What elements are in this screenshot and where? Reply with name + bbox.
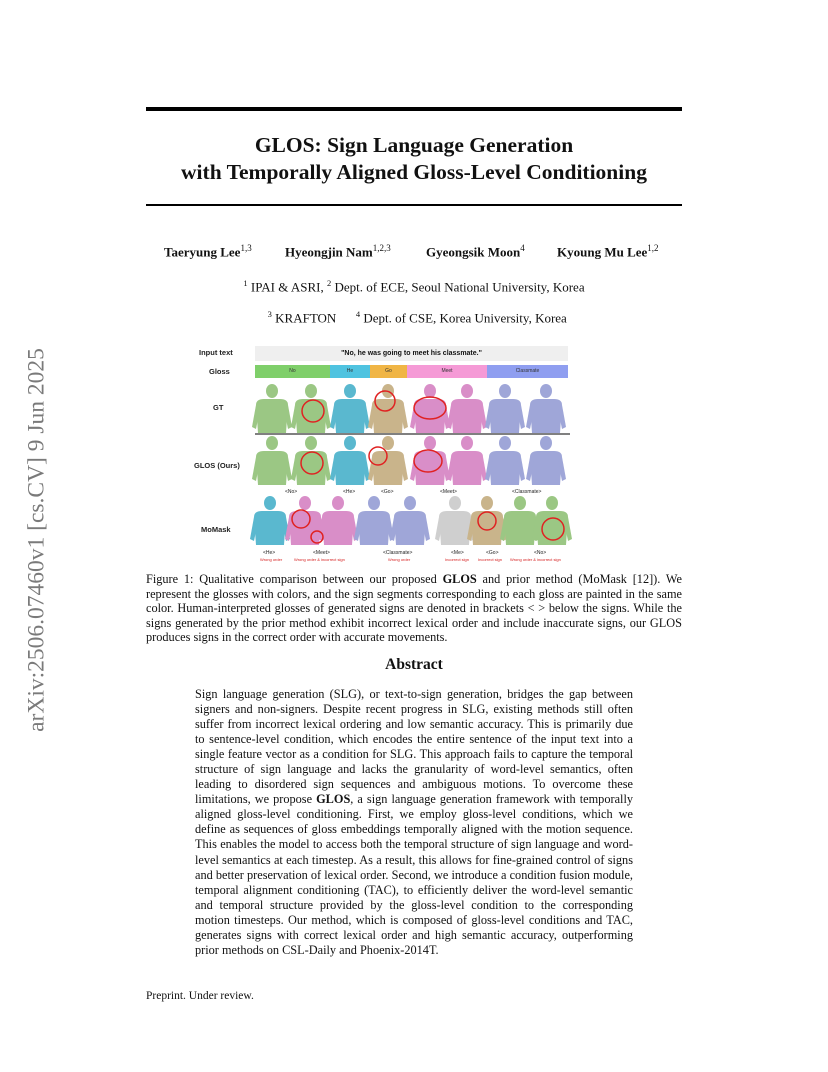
author-3 xyxy=(426,243,525,260)
row-label-glos: GLOS (Ours) xyxy=(194,461,240,470)
momask-tag: <No> xyxy=(534,550,547,556)
caption-prefix: Figure 1: Qualitative comparison between our proposed xyxy=(146,572,443,586)
affil-mark: 2 xyxy=(327,278,332,288)
row-label-momask: MoMask xyxy=(201,525,231,534)
title-line-2: with Temporally Aligned Gloss-Level Conditioning xyxy=(181,160,647,184)
gloss-no: No xyxy=(255,365,330,378)
input-text: "No, he was going to meet his classmate." xyxy=(341,350,482,357)
row-label-input: Input text xyxy=(199,348,233,357)
affil-text: IPAI & ASRI, xyxy=(247,279,328,295)
momask-avatars xyxy=(250,496,572,545)
author-name: Kyoung Mu Lee xyxy=(557,244,648,260)
glos-tag: <Go> xyxy=(381,489,394,495)
title-bottom-rule xyxy=(146,204,682,206)
arxiv-stamp xyxy=(22,310,52,770)
momask-note: Incorrect sign xyxy=(478,557,503,562)
momask-tag: <Me> xyxy=(451,550,464,556)
title-line-1: GLOS: Sign Language Generation xyxy=(254,133,574,157)
author-name: Hyeongjin Nam xyxy=(285,244,373,260)
abstract-heading: Abstract xyxy=(385,656,443,673)
input-text-box xyxy=(255,346,568,361)
row-label-gloss: Gloss xyxy=(209,367,230,376)
momask-tag: <He> xyxy=(263,550,276,556)
momask-tag: <Go> xyxy=(486,550,499,556)
momask-tag: <Meet> xyxy=(313,550,330,556)
author-name: Gyeongsik Moon xyxy=(426,244,521,260)
glos-avatars xyxy=(252,436,566,485)
gloss-go: Go xyxy=(370,365,407,378)
affil-mark: 4 xyxy=(355,309,361,319)
momask-note: Wrong order xyxy=(260,557,283,562)
momask-tag: <Classmate> xyxy=(383,550,413,556)
author-affil-marks: 4 xyxy=(520,243,525,253)
gloss-meet: Meet xyxy=(407,365,487,378)
preprint-note: Preprint. Under review. xyxy=(146,990,254,1002)
affil-mark: 1 xyxy=(243,278,248,288)
caption-rest: and prior method (MoMask [12]). We represent the glosses with colors, and the sign segments corresponding to each gloss are painted in the same color. Human-interpreted glosses of generated signs are denoted in brackets < > below the signs. While the signs generated by the prior method exhibit incorrect lexical order and include inaccurate signs, our GLOS produces signs in the correct order with accurate movements. xyxy=(146,572,682,645)
author-name: Taeryung Lee xyxy=(164,244,241,260)
author-1 xyxy=(164,243,252,260)
affil-text: KRAFTON xyxy=(271,310,356,326)
affil-text: Dept. of ECE, Seoul National University, Korea xyxy=(331,279,585,295)
momask-note: Wrong order & incorrect sign xyxy=(294,557,345,562)
author-2 xyxy=(285,243,391,260)
abstract-part-2: , a sign language generation framework with temporally aligned gloss-level conditioning. First, we employ gloss-level conditions, which we define as sequences of gloss embeddings temporally aligned with the motion sequence. This enables the model to access both the temporal structure of sign language and word-level semantics at each timestep. As a result, this allows for fine-grained control of signs and better preservation of lexical order. Second, we introduce a condition fusion module, temporal alignment conditioning (TAC), to efficiently deliver the word-level semantic and temporal structure provided by the gloss-level condition to the corresponding motion timesteps. Our method, which is composed of gloss-level conditions and TAC, generates signs with correct lexical order and high semantic accuracy, outperforming prior methods on CSL-Daily and Phoenix-2014T. xyxy=(195,792,634,957)
affil-text: Dept. of CSE, Korea University, Korea xyxy=(360,310,567,326)
gt-avatars xyxy=(252,384,566,433)
affiliation-line-2 xyxy=(146,290,682,326)
glos-tag: <He> xyxy=(343,489,356,495)
momask-note: Wrong order xyxy=(388,557,411,562)
glos-tag: <No> xyxy=(285,489,298,495)
author-affil-marks: 1,3 xyxy=(240,243,252,253)
figure-caption xyxy=(146,572,682,645)
momask-note: Wrong order & incorrect sign xyxy=(510,557,561,562)
title-top-rule xyxy=(146,107,682,111)
author-affil-marks: 1,2 xyxy=(647,243,659,253)
gloss-classmate: Classmate xyxy=(487,365,568,378)
row-label-gt: GT xyxy=(213,403,224,412)
abstract-bold: GLOS xyxy=(316,792,351,807)
momask-note: Incorrect sign xyxy=(445,557,470,562)
author-affil-marks: 1,2,3 xyxy=(372,243,391,253)
glos-tag: <Meet> xyxy=(440,489,457,495)
author-4 xyxy=(557,243,659,260)
paper-title xyxy=(146,132,682,186)
abstract-body xyxy=(195,687,633,958)
affil-mark: 3 xyxy=(267,309,272,319)
glos-tag: <Classmate> xyxy=(512,489,542,495)
abstract-part-1: Sign language generation (SLG), or text-to-sign generation, bridges the gap between signers and non-signers. Despite recent progress in SLG, existing methods still often suffer from incorrect lexical ordering and low semantic accuracy. This is primarily due to sentence-level condition, which encodes the entire sentence of the input text into a single feature vector as a condition for SLG. This approach fails to capture the temporal structure of sign language and lacks the granularity of word-level semantics, often leading to disordered sign sequences and ambiguous motions. To overcome these limitations, we propose xyxy=(195,687,633,807)
gloss-he: He xyxy=(330,365,370,378)
arxiv-stamp-text: arXiv:2506.07460v1 [cs.CV] 9 Jun 2025 xyxy=(23,348,50,732)
caption-bold: GLOS xyxy=(442,572,477,586)
